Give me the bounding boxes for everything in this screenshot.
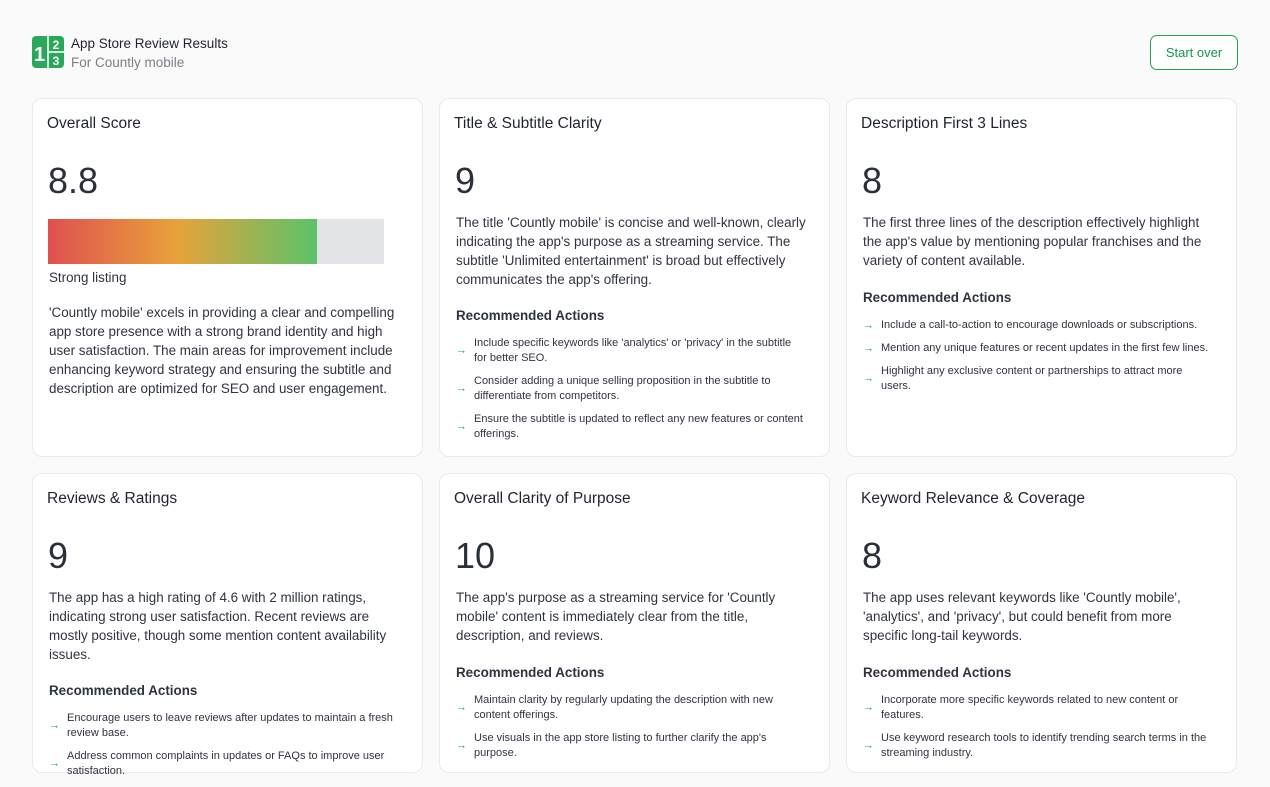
action-item: → Use keyword research tools to identify trending search terms in the streaming industry. [863, 732, 1207, 759]
rating-label: Strong listing [49, 270, 127, 285]
arrow-right-icon: → [456, 382, 467, 395]
arrow-right-icon: → [49, 719, 60, 732]
keyword-card [846, 473, 1237, 773]
overall-score-value: 8.8 [48, 160, 99, 201]
score-bar-fill [48, 219, 317, 264]
actions-heading: Recommended Actions [456, 665, 605, 680]
card-score: 8 [862, 535, 883, 576]
actions-heading: Recommended Actions [49, 683, 198, 698]
card-score: 8 [862, 160, 883, 201]
action-item: → Include a call-to-action to encourage downloads or subscriptions. [863, 319, 1198, 331]
page-header [32, 35, 1238, 71]
action-item: → Mention any unique features or recent updates in the first few lines. [863, 342, 1209, 354]
arrow-right-icon: → [863, 739, 874, 752]
card-description: The app has a high rating of 4.6 with 2 million ratings, indicating strong user satisfaction. Recent reviews are mostly positive, though some mention content availability issues. [49, 590, 387, 662]
action-item: → Incorporate more specific keywords related to new content or features. [863, 694, 1179, 721]
card-title: Keyword Relevance & Coverage [861, 490, 1086, 507]
svg-text:1: 1 [33, 44, 46, 66]
action-item: → Use visuals in the app store listing to further clarify the app's purpose. [456, 732, 767, 759]
action-item: → Maintain clarity by regularly updating the description with new content offerings. [456, 694, 773, 721]
recommended-actions [456, 308, 806, 450]
action-item: → Ensure the subtitle is updated to reflect any new features or content offerings. [456, 413, 803, 440]
recommended-actions [863, 290, 1213, 402]
card-title: Overall Clarity of Purpose [454, 490, 631, 507]
action-item: → Highlight any exclusive content or partnerships to attract more users. [863, 365, 1183, 392]
actions-heading: Recommended Actions [863, 665, 1012, 680]
title-subtitle-card [439, 98, 830, 457]
page-subtitle: For Countly mobile [71, 55, 185, 70]
arrow-right-icon: → [863, 342, 874, 354]
card-description: The app's purpose as a streaming service for 'Countly mobile' content is immediately clear from the title, description, and reviews. [456, 590, 776, 643]
card-description: The first three lines of the description effectively highlight the app's value by mentioning popular franchises and the variety of content available. [863, 215, 1202, 268]
description-card [846, 98, 1237, 457]
recommended-actions [49, 683, 399, 787]
action-item: → Address common complaints in updates or FAQs to improve user satisfaction. [49, 750, 385, 777]
reviews-ratings-card [32, 473, 423, 777]
arrow-right-icon: → [49, 757, 60, 770]
arrow-right-icon: → [456, 701, 467, 714]
arrow-right-icon: → [456, 420, 467, 433]
score-bar [48, 219, 384, 264]
card-title: Title & Subtitle Clarity [454, 115, 602, 132]
countly-logo-icon [32, 36, 64, 68]
card-description: The app uses relevant keywords like 'Countly mobile', 'analytics', and 'privacy', but could benefit from more specific long-tail keywords. [863, 590, 1181, 643]
arrow-right-icon: → [456, 739, 467, 752]
arrow-right-icon: → [456, 344, 467, 357]
clarity-card [439, 473, 830, 773]
action-item: → Consider adding a unique selling proposition in the subtitle to differentiate from competitors. [456, 375, 771, 402]
arrow-right-icon: → [863, 319, 874, 331]
actions-heading: Recommended Actions [456, 308, 605, 323]
card-score: 9 [455, 160, 476, 201]
card-score: 9 [48, 535, 69, 576]
card-score: 10 [455, 535, 496, 576]
action-item: → Include specific keywords like 'analytics' or 'privacy' in the subtitle for better SEO. [456, 337, 792, 364]
card-title: Reviews & Ratings [47, 490, 178, 507]
recommended-actions [863, 665, 1213, 769]
overall-score-card [32, 98, 423, 457]
arrow-right-icon: → [863, 701, 874, 714]
recommended-actions [456, 665, 806, 769]
card-description: The title 'Countly mobile' is concise and well-known, clearly indicating the app's purpose as a streaming service. The subtitle 'Unlimited entertainment' is broad but effectively communicates the app's offering. [456, 215, 806, 287]
page-title: App Store Review Results [71, 36, 228, 51]
card-title: Overall Score [47, 115, 141, 132]
overall-summary: 'Countly mobile' excels in providing a clear and compelling app store presence with a strong brand identity and high user satisfaction. The main areas for improvement include enhancing keyword strategy and ensuring the subtitle and description are optimized for SEO and user engagement. [49, 305, 395, 396]
action-item: → Encourage users to leave reviews after updates to maintain a fresh review base. [49, 712, 393, 739]
actions-heading: Recommended Actions [863, 290, 1012, 305]
svg-text:3: 3 [52, 54, 60, 68]
arrow-right-icon: → [863, 372, 874, 385]
card-title: Description First 3 Lines [861, 115, 1028, 132]
svg-text:2: 2 [52, 38, 60, 52]
start-over-button[interactable]: Start over [1150, 35, 1238, 70]
